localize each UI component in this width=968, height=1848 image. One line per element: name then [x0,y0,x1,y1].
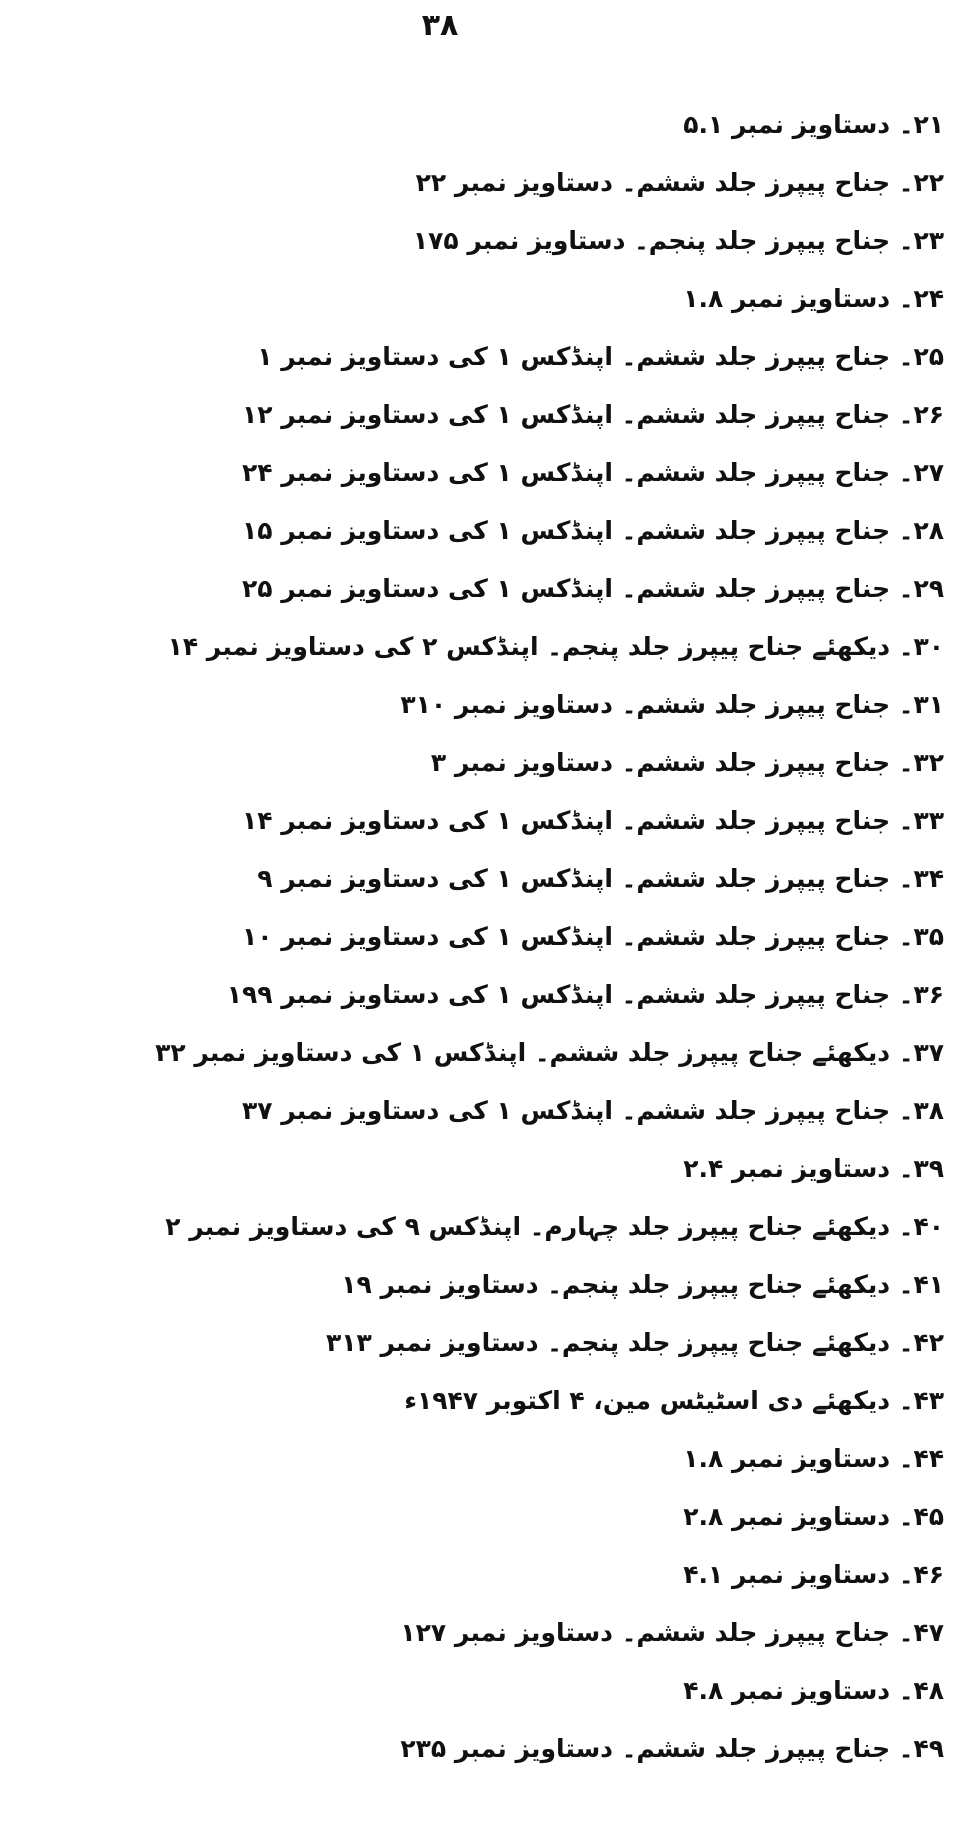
endnote-32: ۳۲۔ جناح پیپرز جلد ششم۔ دستاویز نمبر ۳ [430,748,944,777]
endnote-26: ۲۶۔ جناح پیپرز جلد ششم۔ اپنڈکس ۱ کی دستاویز نمبر ۱۲ [241,400,944,429]
endnote-47: ۴۷۔ جناح پیپرز جلد ششم۔ دستاویز نمبر ۱۲۷ [400,1618,944,1647]
endnote-44: ۴۴۔ دستاویز نمبر ۱.۸ [683,1444,944,1473]
endnote-49: ۴۹۔ جناح پیپرز جلد ششم۔ دستاویز نمبر ۲۳۵ [400,1734,944,1763]
endnote-41: ۴۱۔ دیکھئے جناح پیپرز جلد پنجم۔ دستاویز نمبر ۱۹ [341,1270,944,1299]
endnote-34: ۳۴۔ جناح پیپرز جلد ششم۔ اپنڈکس ۱ کی دستاویز نمبر ۹ [257,864,944,893]
endnote-43: ۴۳۔ دیکھئے دی اسٹیٹس مین، ۴ اکتوبر ۱۹۴۷ء [404,1386,944,1415]
endnote-38: ۳۸۔ جناح پیپرز جلد ششم۔ اپنڈکس ۱ کی دستاویز نمبر ۳۷ [241,1096,944,1125]
endnote-45: ۴۵۔ دستاویز نمبر ۲.۸ [683,1502,944,1531]
endnote-28: ۲۸۔ جناح پیپرز جلد ششم۔ اپنڈکس ۱ کی دستاویز نمبر ۱۵ [241,516,944,545]
endnote-46: ۴۶۔ دستاویز نمبر ۴.۱ [683,1560,944,1589]
endnote-22: ۲۲۔ جناح پیپرز جلد ششم۔ دستاویز نمبر ۲۲ [415,168,944,197]
endnote-33: ۳۳۔ جناح پیپرز جلد ششم۔ اپنڈکس ۱ کی دستاویز نمبر ۱۴ [241,806,944,835]
endnote-40: ۴۰۔ دیکھئے جناح پیپرز جلد چہارم۔ اپنڈکس ۹ کی دستاویز نمبر ۲ [165,1212,944,1241]
endnote-29: ۲۹۔ جناح پیپرز جلد ششم۔ اپنڈکس ۱ کی دستاویز نمبر ۲۵ [241,574,944,603]
page-number: ۳۸ [421,8,459,43]
endnote-30: ۳۰۔ دیکھئے جناح پیپرز جلد پنجم۔ اپنڈکس ۲ کی دستاویز نمبر ۱۴ [167,632,944,661]
endnote-39: ۳۹۔ دستاویز نمبر ۲.۴ [683,1154,944,1183]
endnote-25: ۲۵۔ جناح پیپرز جلد ششم۔ اپنڈکس ۱ کی دستاویز نمبر ۱ [257,342,944,371]
endnotes-list [44,96,944,1778]
endnote-24: ۲۴۔ دستاویز نمبر ۱.۸ [683,284,944,313]
endnote-21: ۲۱۔ دستاویز نمبر ۵.۱ [683,110,944,139]
endnote-48: ۴۸۔ دستاویز نمبر ۴.۸ [683,1676,944,1705]
endnote-37: ۳۷۔ دیکھئے جناح پیپرز جلد ششم۔ اپنڈکس ۱ کی دستاویز نمبر ۳۲ [155,1038,944,1067]
endnote-42: ۴۲۔ دیکھئے جناح پیپرز جلد پنجم۔ دستاویز نمبر ۳۱۳ [326,1328,944,1357]
endnote-35: ۳۵۔ جناح پیپرز جلد ششم۔ اپنڈکس ۱ کی دستاویز نمبر ۱۰ [241,922,944,951]
endnote-36: ۳۶۔ جناح پیپرز جلد ششم۔ اپنڈکس ۱ کی دستاویز نمبر ۱۹۹ [226,980,944,1009]
endnote-27: ۲۷۔ جناح پیپرز جلد ششم۔ اپنڈکس ۱ کی دستاویز نمبر ۲۴ [241,458,944,487]
endnote-23: ۲۳۔ جناح پیپرز جلد پنجم۔ دستاویز نمبر ۱۷۵ [412,226,944,255]
endnote-31: ۳۱۔ جناح پیپرز جلد ششم۔ دستاویز نمبر ۳۱۰ [400,690,944,719]
